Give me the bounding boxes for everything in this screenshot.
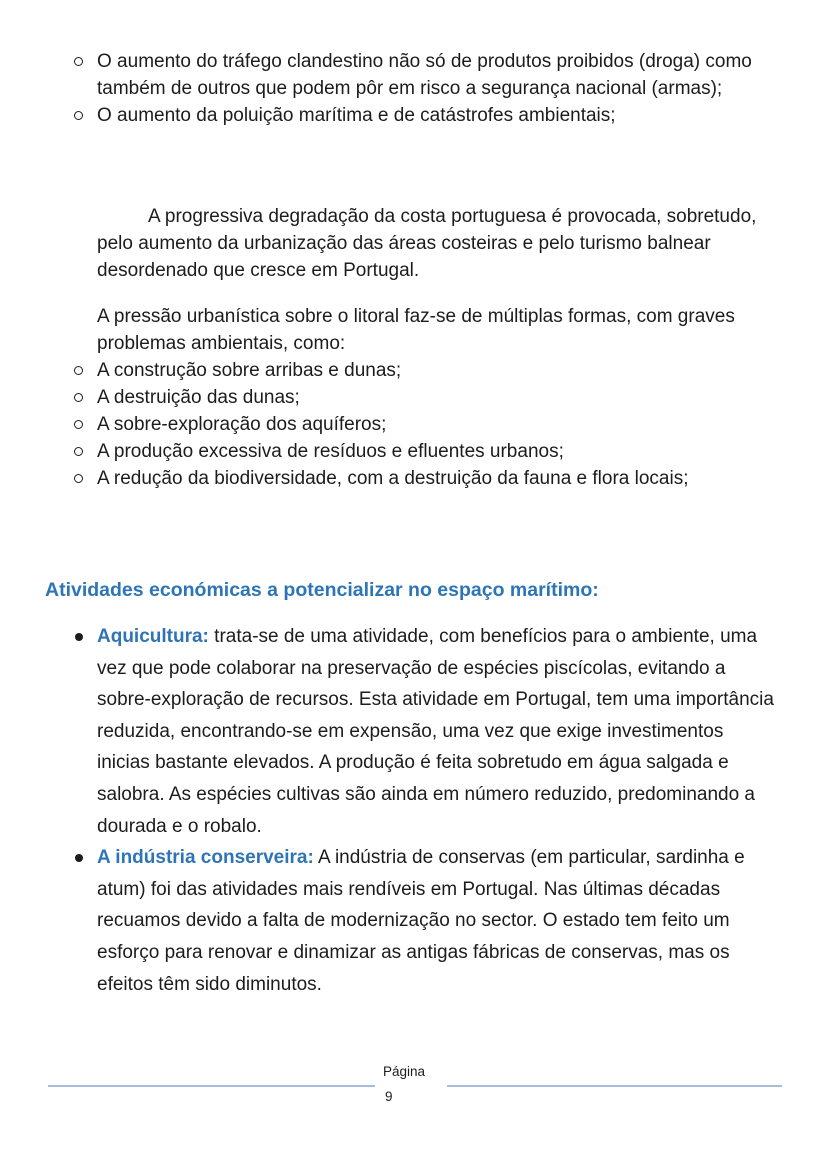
footer-rule-right [447, 1085, 782, 1087]
circle-bullet-icon [74, 111, 83, 120]
circle-bullet-icon [74, 420, 83, 429]
list-item [97, 438, 777, 465]
section-heading: Atividades económicas a potencializar no espaço marítimo: [45, 579, 599, 601]
list-item-text: A redução da biodiversidade, com a destruição da fauna e flora locais; [97, 468, 689, 489]
circle-bullet-icon [74, 57, 83, 66]
list-item [97, 465, 777, 492]
list-item-text: O aumento do tráfego clandestino não só de produtos proibidos (droga) como também de outros que podem pôr em risco a segurança nacional (armas); [97, 51, 752, 99]
activity-text: A indústria de conservas (em particular, sardinha e atum) foi das atividades mais rendíveis em Portugal. Nas últimas décadas recuamos devido a falta de modernização no sector. O estado tem feito um esforço para renovar e dinamizar as antigas fábricas de conservas, mas os efeitos têm sido diminutos. [97, 847, 745, 995]
circle-bullet-icon [74, 474, 83, 483]
list-item [97, 102, 777, 129]
list-item [97, 384, 777, 411]
list-item [97, 842, 777, 1000]
list-item-text: A produção excessiva de resíduos e efluentes urbanos; [97, 441, 564, 462]
activities-list [97, 621, 777, 1000]
footer-page-number: 9 [385, 1089, 393, 1104]
activity-text: trata-se de uma atividade, com benefícios para o ambiente, uma vez que pode colaborar na preservação de espécies piscícolas, evitando a sobre-exploração de recursos. Esta atividade em Portugal, tem uma importância reduzida, encontrando-se em expensão, uma vez que exige investimentos inicias bastante elevados. A produção é feita sobretudo em água salgada e salobra. As espécies cultivas são ainda em número reduzido, predominando a dourada e o robalo. [97, 626, 774, 837]
paragraph-degradation: A progressiva degradação da costa portuguesa é provocada, sobretudo, pelo aumento da urbanização das áreas costeiras e pelo turismo balnear desordenado que cresce em Portugal. [97, 206, 757, 281]
list-item [97, 621, 777, 842]
problems-list [97, 357, 777, 492]
list-item-text: O aumento da poluição marítima e de catástrofes ambientais; [97, 105, 616, 126]
list-item-text: A sobre-exploração dos aquíferos; [97, 414, 387, 435]
list-item-text: A destruição das dunas; [97, 387, 300, 408]
list-item [97, 357, 777, 384]
footer-rule-left [48, 1085, 375, 1087]
circle-bullet-icon [74, 447, 83, 456]
paragraph-pressure: A pressão urbanística sobre o litoral faz-se de múltiplas formas, com graves problemas ambientais, como: [97, 306, 735, 354]
risks-list [97, 48, 777, 129]
activity-label: Aquicultura: [97, 626, 209, 647]
activity-label: A indústria conserveira: [97, 847, 314, 869]
footer-page-label: Página [383, 1064, 426, 1079]
list-item [97, 48, 777, 102]
disc-bullet-icon [75, 854, 83, 862]
disc-bullet-icon [75, 633, 83, 641]
circle-bullet-icon [74, 393, 83, 402]
list-item [97, 411, 777, 438]
list-item-text: A construção sobre arribas e dunas; [97, 360, 402, 381]
circle-bullet-icon [74, 366, 83, 375]
